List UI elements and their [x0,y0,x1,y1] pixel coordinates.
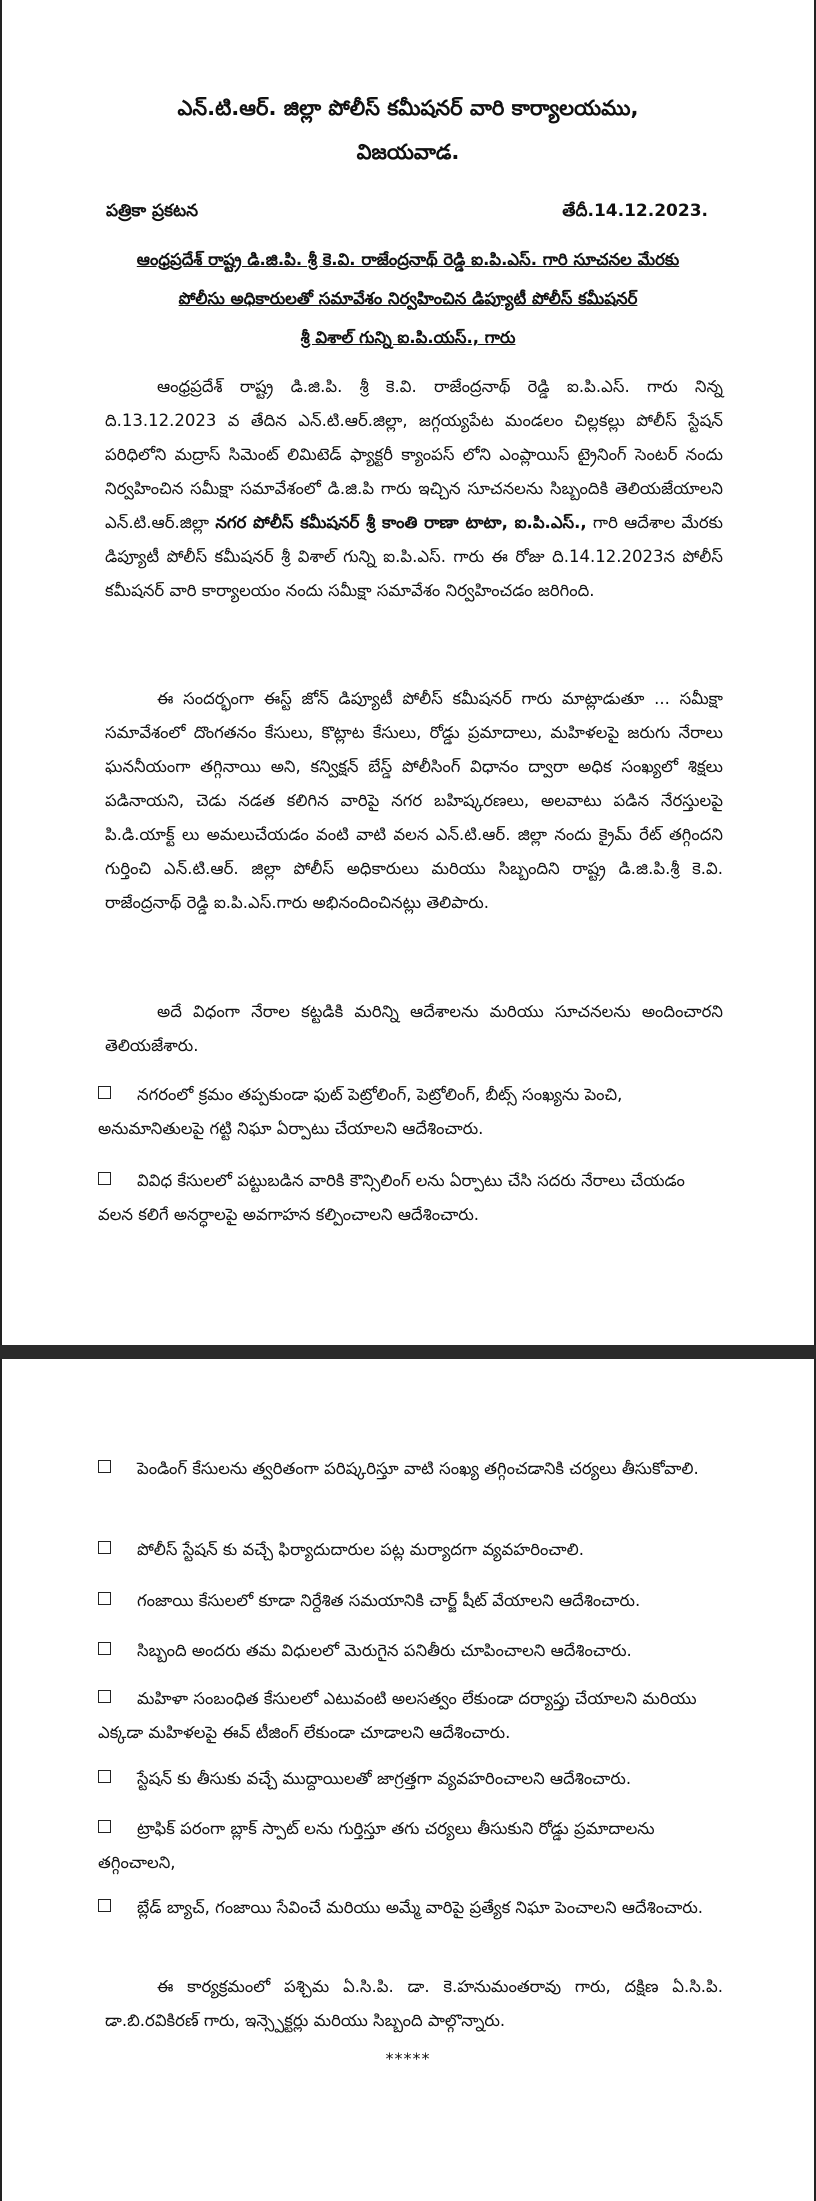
page-separator [0,1345,816,1359]
list-item-text: మహిళా సంబంధిత కేసులలో ఎటువంటి అలసత్వం లేకుండా దర్యాప్తు చేయాలని మరియు ఎక్కడా మహిళలపై ఈవ్ టీజింగ్ లేకుండా చూడాలని ఆదేశించారు. [98,1689,697,1742]
list-item-text: ట్రాఫిక్ పరంగా బ్లాక్ స్పాట్ లను గుర్తిస్తూ తగు చర్యలు తీసుకుని రోడ్డు ప్రమాదాలను తగ్గించాలని, [98,1819,655,1872]
checkbox-bullet-icon [98,1592,111,1605]
body-paragraph-1 [105,370,723,608]
list-item-text: పెండింగ్ కేసులను త్వరితంగా పరిష్కరిస్తూ వాటి సంఖ్య తగ్గించడానికి చర్యలు తీసుకోవాలి. [137,1459,699,1478]
closing-paragraph: ఈ కార్యక్రమంలో పశ్చిమ ఏ.సి.పి. డా. కె.హనుమంతరావు గారు, దక్షిణ ఏ.సి.పి. డా.బి.రవికిరణ్ గారు, ఇన్స్పెక్టర్లు మరియు సిబ్బంది పాల్గొన్నారు. [105,1977,723,2030]
list-item [98,1634,723,1668]
list-item-text: గంజాయి కేసులలో కూడా నిర్దేశిత సమయానికి చార్జ్ షీట్ వేయాలని ఆదేశించారు. [137,1591,641,1610]
checkbox-bullet-icon [98,1172,111,1185]
end-stars: ***** [385,2049,431,2068]
list-item [98,1533,723,1567]
checkbox-bullet-icon [98,1086,111,1099]
press-release-label: పత్రికా ప్రకటన [106,201,199,221]
document-page-2 [0,1359,816,2201]
body-paragraph-3: అదే విధంగా నేరాల కట్టడికి మరిన్ని ఆదేశాలను మరియు సూచనలను అందించారని తెలియజేశారు. [105,1002,723,1055]
para1-text-b: గారి ఆదేశాల మేరకు డిప్యూటీ పోలీస్ కమీషనర్ శ్రీ విశాల్ గున్ని ఐ.పి.ఎస్. గారు ఈ రోజు ది.14.12.2023న పోలీస్ కమీషనర్ వారి కార్యాలయం నందు సమీక్షా సమావేశం నిర్వహించడం జరిగింది. [105,513,723,600]
list-item [98,1164,723,1232]
checkbox-bullet-icon [98,1541,111,1554]
checkbox-bullet-icon [98,1690,111,1703]
list-item-text: సిబ్బంది అందరు తమ విధులలో మెరుగైన పనితీరు చూపించాలని ఆదేశించారు. [137,1641,632,1660]
checkbox-bullet-icon [98,1460,111,1473]
checkbox-bullet-icon [98,1642,111,1655]
office-title-line1: ఎన్.టి.ఆర్. జిల్లా పోలీస్ కమీషనర్ వారి కార్యాలయము, [177,96,639,120]
subject-line1: ఆంధ్రప్రదేశ్ రాష్ట్ర డి.జి.పి. శ్రీ కె.వి. రాజేంద్రనాథ్ రెడ్డి ఐ.పి.ఎస్. గారి సూచనల మేరకు [136,250,680,269]
list-item-text: బ్లేడ్ బ్యాచ్, గంజాయి సేవించే మరియు అమ్మే వారిపై ప్రత్యేక నిఘా పెంచాలని ఆదేశించారు. [137,1898,704,1917]
list-item [98,1812,723,1880]
list-item [98,1078,723,1146]
checkbox-bullet-icon [98,1820,111,1833]
office-title-line2: విజయవాడ. [356,140,460,164]
list-item [98,1682,723,1750]
checkbox-bullet-icon [98,1770,111,1783]
subject-line3: శ్రీ విశాల్ గున్ని ఐ.పి.యస్., గారు [300,328,516,347]
para1-text-a: ఆంధ్రప్రదేశ్ రాష్ట్ర డి.జి.పి. శ్రీ కె.వి. రాజేంద్రనాథ్ రెడ్డి ఐ.పి.ఎస్. గారు నిన్న ది.13.12.2023 వ తేదిన ఎన్.టి.ఆర్.జిల్లా, జగ్గయ్యపేట మండలం చిల్లకల్లు పోలీస్ స్టేషన్ పరిధిలోని మద్రాస్ సిమెంట్ లిమిటెడ్ ఫ్యాక్టరీ క్యాంపస్ లోని ఎంప్లాయిస్ ట్రైనింగ్ సెంటర్ నందు నిర్వహించిన సమీక్షా సమావేశంలో డి.జి.పి గారు ఇచ్చిన సూచనలను సిబ్బందికి తెలియజేయాలని ఎన్.టి.ఆర్.జిల్లా [105,377,723,532]
page-border-left [0,0,2,1345]
body-paragraph-2: ఈ సందర్భంగా ఈస్ట్ జోన్ డిప్యూటీ పోలీస్ కమీషనర్ గారు మాట్లాడుతూ ... సమీక్షా సమావేశంలో దొంగతనం కేసులు, కొట్లాట కేసులు, రోడ్డు ప్రమాదాలు, మహిళలపై జరుగు నేరాలు ఘననీయంగా తగ్గినాయి అని, కన్విక్షన్ బేస్డ్ పోలీసింగ్ విధానం ద్వారా అధిక సంఖ్యలో శిక్షలు పడినాయని, చెడు నడత కలిగిన వారిపై నగర బహిష్కరణలు, అలవాటు పడిన నేరస్తులపై పి.డి.యాక్ట్ లు అమలుచేయడం వంటి వాటి వలన ఎన్.టి.ఆర్. జిల్లా నందు క్రైమ్ రేట్ తగ్గిందని గుర్తించి ఎన్.టి.ఆర్. జిల్లా పోలీస్ అధికారులు మరియు సిబ్బందిని రాష్ట్ర డి.జి.పి.శ్రీ కె.వి. రాజేంద్రనాథ్ రెడ్డి ఐ.పి.ఎస్.గారు అభినందించినట్లు తెలిపారు. [105,689,723,912]
release-date: తేదీ.14.12.2023. [562,201,708,221]
checkbox-bullet-icon [98,1899,111,1912]
list-item-text: పోలీస్ స్టేషన్ కు వచ్చే ఫిర్యాదుదారుల పట్ల మర్యాదగా వ్యవహరించాలి. [137,1540,584,1559]
list-item-text: వివిధ కేసులలో పట్టుబడిన వారికి కౌన్సిలింగ్ లను ఏర్పాటు చేసి సదరు నేరాలు చేయడం వలన కలిగే అనర్ధాలపై అవగాహన కల్పించాలని ఆదేశించారు. [98,1171,685,1224]
page-border-left [0,1359,2,2201]
list-item-text: స్టేషన్ కు తీసుకు వచ్చే ముద్దాయిలతో జాగ్రత్తగా వ్యవహరించాలని ఆదేశించారు. [137,1769,632,1788]
list-item [98,1584,723,1618]
list-item [98,1891,723,1925]
list-item-text: నగరంలో క్రమం తప్పకుండా ఫుట్ పెట్రోలింగ్, పెట్రోలింగ్, బీట్స్ సంఖ్యను పెంచి, అనుమానితులపై గట్టి నిఘా ఏర్పాటు చేయాలని ఆదేశించారు. [98,1085,623,1138]
subject-line2: పోలీసు అధికారులతో సమావేశం నిర్వహించిన డిప్యూటీ పోలీస్ కమీషనర్ [178,289,638,308]
para1-commissioner-name: నగర పోలీస్ కమీషనర్ శ్రీ కాంతి రాణా టాటా, ఐ.పి.ఎస్., [215,513,587,532]
list-item [98,1452,723,1486]
list-item [98,1762,723,1796]
